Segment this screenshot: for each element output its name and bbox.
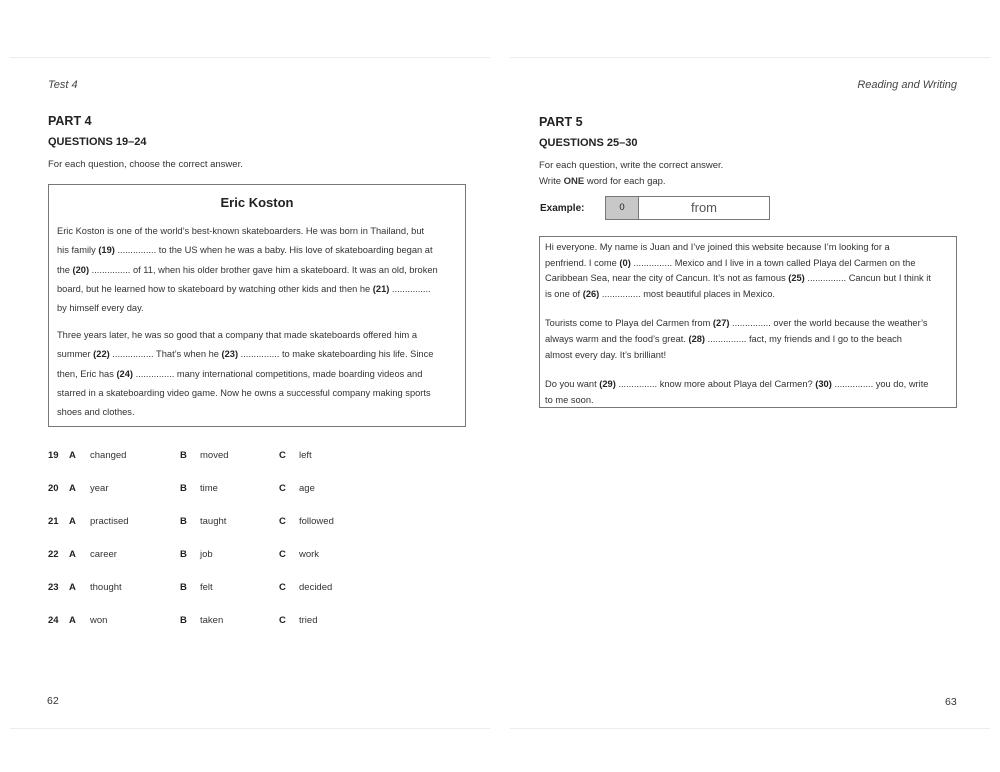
text-segment: ............... fact, my friends and I go to the beach [705, 333, 902, 344]
text-segment: ............... know more about Playa del Carmen? [615, 379, 816, 390]
gap-number: (24) [116, 368, 133, 379]
gap-number: (25) [788, 273, 805, 284]
text-segment: summer [57, 349, 94, 360]
story-paragraph-2 [57, 326, 462, 422]
question-number: 21 [48, 516, 59, 527]
text-segment: Three years later, he was so good that a company that made skateboards offered him a [57, 330, 418, 340]
example-box [605, 196, 770, 220]
instruction-line-1: For each question, write the correct answer. [539, 160, 724, 171]
instruction: For each question, choose the correct answer. [48, 159, 243, 170]
text-segment: his family [57, 245, 99, 256]
text-segment: Do you want [545, 379, 600, 390]
gap-number: (28) [688, 333, 706, 344]
text-line [545, 287, 955, 303]
option-c-text: followed [299, 516, 334, 527]
option-letter-c: C [279, 582, 286, 593]
text-segment: ............... to the US when he was a baby. His love of skateboarding began at [114, 245, 433, 256]
option-letter-a: A [69, 582, 76, 593]
text-segment: ............... many international competitions, made boarding videos and [132, 368, 423, 379]
option-b-text: taught [200, 516, 227, 527]
gap-number: (0) [619, 257, 631, 268]
text-line [57, 280, 462, 299]
text-line [57, 261, 462, 280]
option-b-text: job [200, 549, 213, 560]
option-letter-a: A [69, 483, 76, 494]
option-b-text: time [200, 483, 218, 494]
option-letter-b: B [180, 582, 187, 593]
option-a-text: changed [90, 450, 127, 461]
text-segment: ............... Mexico and I live in a town called Playa del Carmen on the [630, 257, 916, 268]
gap-number: (19) [98, 245, 115, 256]
gap-number: (27) [712, 318, 730, 329]
gap-number: (20) [72, 264, 90, 275]
text-line [545, 271, 955, 287]
text-segment: ............... you do, write [831, 379, 929, 390]
text-segment: ............... [389, 283, 431, 294]
gap-number: (29) [599, 379, 616, 390]
option-b-text: felt [200, 582, 213, 593]
text-line [57, 241, 462, 260]
option-a-text: thought [90, 582, 122, 593]
option-letter-b: B [180, 615, 187, 626]
option-letter-a: A [69, 549, 76, 560]
page-number-right: 63 [945, 696, 957, 708]
option-letter-c: C [279, 516, 286, 527]
text-segment: always warm and the food’s great. [545, 333, 689, 344]
text-segment: Eric Koston is one of the world’s best-known skateboarders. He was born in Thailand, but [57, 226, 425, 236]
option-a-text: practised [90, 516, 129, 527]
top-edge-rule-left [10, 57, 490, 58]
option-c-text: work [299, 549, 320, 560]
example-label: Example: [540, 203, 585, 214]
text-line [57, 365, 462, 384]
text-segment: by himself every day. [57, 303, 144, 314]
text-line [57, 222, 462, 241]
option-b-text: taken [200, 615, 224, 626]
gap-number: (26) [582, 288, 600, 299]
text-line [545, 316, 955, 332]
gap-number: (21) [372, 283, 390, 294]
text-segment: the [57, 264, 73, 275]
gap-number: (23) [221, 349, 239, 360]
text-segment: ............... over the world because the weather’s [729, 318, 928, 329]
option-c-text: age [299, 483, 315, 494]
text-line [545, 332, 955, 348]
text-segment: ................ That’s when he [109, 349, 222, 360]
letter-paragraph [545, 240, 955, 302]
option-letter-a: A [69, 516, 76, 527]
text-segment: Tourists come to Playa del Carmen from [545, 318, 713, 329]
story-title: Eric Koston [220, 195, 294, 210]
option-letter-b: B [180, 516, 187, 527]
option-letter-b: B [180, 450, 187, 461]
letter-paragraph [545, 377, 955, 408]
option-a-text: career [90, 549, 117, 560]
text-segment: board, but he learned how to skateboard by watching other kids and then he [57, 283, 373, 294]
gap-number: (22) [93, 349, 110, 360]
option-a-text: won [90, 615, 108, 626]
text-segment: shoes and clothes. [57, 407, 135, 418]
bottom-edge-rule-left [10, 728, 490, 729]
text-segment: ............... to make skateboarding his life. Since [238, 349, 434, 360]
question-number: 20 [48, 483, 59, 494]
option-letter-b: B [180, 483, 187, 494]
question-number: 24 [48, 615, 59, 626]
text-segment: starred in a skateboarding video game. Now he owns a successful company making sports [57, 387, 431, 398]
text-line [57, 403, 462, 422]
text-segment: is one of [545, 288, 583, 299]
questions-label: QUESTIONS 19–24 [48, 136, 147, 148]
story-paragraph-1 [57, 222, 462, 318]
option-a-text: year [90, 483, 109, 494]
text-line [545, 393, 955, 409]
option-letter-c: C [279, 450, 286, 461]
option-b-text: moved [200, 450, 229, 461]
option-letter-b: B [180, 549, 187, 560]
example-answer: from [691, 200, 717, 215]
text-segment: to me soon. [545, 394, 594, 405]
top-edge-rule-right [510, 57, 990, 58]
option-c-text: left [299, 450, 312, 461]
question-number: 23 [48, 582, 59, 593]
text-line [545, 377, 955, 393]
text-segment: then, Eric has [57, 368, 117, 379]
text-line [57, 384, 462, 403]
question-number: 22 [48, 549, 59, 560]
text-line [57, 299, 462, 318]
text-line [545, 348, 955, 364]
option-letter-c: C [279, 549, 286, 560]
text-segment: Hi everyone. My name is Juan and I’ve joined this website because I’m looking for a [545, 242, 890, 252]
page-header-left: Test 4 [48, 79, 78, 91]
option-letter-a: A [69, 450, 76, 461]
question-number: 19 [48, 450, 59, 461]
letter-text [545, 240, 955, 422]
option-letter-c: C [279, 615, 286, 626]
example-number-cell: 0 [606, 197, 639, 219]
text-segment: Caribbean Sea, near the city of Cancun. It’s not as famous [545, 273, 789, 284]
story-box [48, 184, 466, 427]
bottom-edge-rule-right [510, 728, 990, 729]
part-title: PART 5 [539, 115, 583, 129]
gap-number: (30) [815, 379, 832, 390]
text-line [57, 345, 462, 364]
text-line [545, 256, 955, 272]
option-c-text: tried [299, 615, 318, 626]
option-c-text: decided [299, 582, 333, 593]
page-header-right: Reading and Writing [857, 79, 957, 91]
letter-box [539, 236, 957, 408]
text-segment: ............... most beautiful places in Mexico. [599, 288, 775, 299]
text-line [545, 240, 955, 256]
letter-paragraph [545, 316, 955, 363]
text-segment: ............... Cancun but I think it [804, 273, 931, 284]
text-line [57, 326, 462, 345]
option-letter-c: C [279, 483, 286, 494]
instruction [539, 158, 723, 190]
instruction-line-2: Write ONE word for each gap. [539, 176, 666, 187]
text-segment: ............... of 11, when his older brother gave him a skateboard. It was an old, broken [89, 264, 438, 275]
option-letter-a: A [69, 615, 76, 626]
questions-label: QUESTIONS 25–30 [539, 137, 638, 149]
text-segment: almost every day. It’s brilliant! [545, 349, 667, 360]
part-title: PART 4 [48, 114, 92, 128]
text-segment: penfriend. I come [545, 257, 620, 268]
page-number-left: 62 [47, 695, 59, 707]
